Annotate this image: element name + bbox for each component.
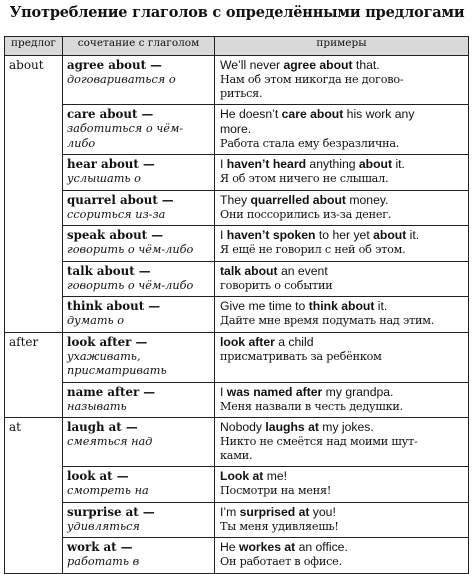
verb-phrase: quarrel about — xyxy=(67,192,174,207)
table-body xyxy=(5,56,469,574)
example-text: money. xyxy=(345,192,389,207)
header-prep: предлог xyxy=(5,37,63,56)
russian-translation: Никто не смеётся над моими шут- xyxy=(220,435,418,448)
russian-translation: Меня назвали в честь дедушки. xyxy=(220,399,404,413)
russian-translation: присматривать за ребёнком xyxy=(220,349,382,363)
example-text: They xyxy=(220,192,251,207)
example-text: anything xyxy=(306,157,359,171)
example-cell xyxy=(215,56,469,105)
verb-combination-cell xyxy=(63,297,215,333)
verb-translation: смотреть на xyxy=(67,484,149,497)
table-row xyxy=(5,190,469,226)
highlighted-phrase: was named after xyxy=(226,384,323,399)
russian-translation: Он работает в офисе. xyxy=(220,555,342,568)
verb-translation: ухаживать, xyxy=(67,349,141,363)
example-cell xyxy=(215,418,469,467)
verb-phrase: care about — xyxy=(67,107,154,121)
verb-phrase: look at — xyxy=(67,469,129,483)
preposition-cell xyxy=(5,538,63,574)
example-cell xyxy=(215,105,469,155)
example-text: He doesn’t xyxy=(220,107,282,121)
example-text: my jokes. xyxy=(318,420,374,434)
verb-translation: либо xyxy=(67,136,96,150)
example-cell xyxy=(215,502,469,538)
example-cell xyxy=(215,382,469,418)
english-example xyxy=(220,540,466,555)
table-row xyxy=(5,382,469,418)
verb-combination-cell xyxy=(63,332,215,382)
verb-phrase: think about — xyxy=(67,299,161,313)
verb-combination-cell xyxy=(63,467,215,503)
preposition-cell xyxy=(5,502,63,538)
table-row xyxy=(5,261,469,297)
example-cell xyxy=(215,261,469,297)
highlighted-phrase: surprised at xyxy=(239,504,310,519)
highlighted-phrase: agree about xyxy=(283,58,353,72)
example-text: Nobody xyxy=(220,420,266,434)
table-row xyxy=(5,226,469,262)
preposition-cell: about xyxy=(5,56,63,105)
english-example xyxy=(220,193,466,208)
example-text: an event xyxy=(277,263,328,278)
verb-phrase: agree about — xyxy=(67,58,162,72)
example-text: to her yet xyxy=(315,228,374,242)
russian-translation: риться. xyxy=(220,87,263,100)
example-text: We’ll never xyxy=(220,58,284,72)
preposition-cell xyxy=(5,297,63,333)
highlighted-phrase: haven’t spoken xyxy=(226,228,316,242)
highlighted-phrase: workes at xyxy=(238,540,296,554)
example-text: me! xyxy=(263,469,288,483)
english-example xyxy=(220,335,466,350)
example-text: more. xyxy=(220,122,252,136)
verb-phrase: laugh at — xyxy=(67,420,138,434)
verb-translation: думать о xyxy=(67,314,125,327)
verb-phrase: look after — xyxy=(67,334,148,349)
example-text: Give me time to xyxy=(220,299,309,313)
highlighted-phrase: look after xyxy=(220,334,275,349)
verb-translation: присматривать xyxy=(67,364,167,377)
table-row xyxy=(5,297,469,333)
table-row xyxy=(5,502,469,538)
verb-combination-cell xyxy=(63,155,215,191)
verb-phrase: name after — xyxy=(67,384,156,399)
verb-combination-cell xyxy=(63,105,215,155)
verb-combination-cell xyxy=(63,538,215,574)
header-examples: примеры xyxy=(215,37,469,56)
preposition-cell: after xyxy=(5,332,63,382)
verb-combination-cell xyxy=(63,502,215,538)
verb-phrase: hear about — xyxy=(67,157,155,171)
preposition-cell xyxy=(5,155,63,191)
verb-phrase: talk about — xyxy=(67,263,151,278)
verb-combination-cell xyxy=(63,418,215,467)
verb-translation: договариваться о xyxy=(67,73,176,86)
verb-combination-cell xyxy=(63,382,215,418)
header-row xyxy=(5,37,469,56)
preposition-cell xyxy=(5,382,63,418)
verbs-prepositions-table xyxy=(4,36,469,574)
example-text: his work any xyxy=(343,107,415,121)
example-cell xyxy=(215,538,469,574)
verb-phrase: work at — xyxy=(67,540,133,554)
example-cell xyxy=(215,226,469,262)
example-text: you! xyxy=(309,504,336,519)
english-example xyxy=(220,107,466,122)
english-example xyxy=(220,469,466,484)
russian-translation: ками. xyxy=(220,449,253,462)
example-text: I xyxy=(220,157,227,171)
russian-translation: Они поссорились из-за денег. xyxy=(220,207,392,221)
example-text: I xyxy=(220,228,227,242)
example-cell xyxy=(215,467,469,503)
preposition-cell xyxy=(5,105,63,155)
english-example xyxy=(220,505,466,520)
preposition-cell xyxy=(5,261,63,297)
highlighted-phrase: about xyxy=(373,228,407,242)
table-row xyxy=(5,418,469,467)
example-text: that. xyxy=(352,58,380,72)
english-example xyxy=(220,264,466,279)
verb-combination-cell xyxy=(63,190,215,226)
highlighted-phrase: care about xyxy=(281,107,344,121)
example-text: I’m xyxy=(220,504,240,519)
preposition-cell xyxy=(5,467,63,503)
highlighted-phrase: haven’t heard xyxy=(226,157,307,171)
english-example xyxy=(220,228,466,243)
verb-combination-cell xyxy=(63,56,215,105)
english-example xyxy=(220,157,466,172)
verb-translation: удивляться xyxy=(67,519,140,533)
header-combo: сочетание с глаголом xyxy=(63,37,215,56)
highlighted-phrase: think about xyxy=(308,299,375,313)
highlighted-phrase: Look at xyxy=(220,469,264,483)
verb-phrase: surprise at — xyxy=(67,504,155,519)
page-title: Употребление глаголов с определёнными предлогами xyxy=(9,4,465,21)
english-example xyxy=(220,299,466,314)
example-text: I xyxy=(220,384,227,399)
russian-translation: Посмотри на меня! xyxy=(220,484,332,497)
example-cell xyxy=(215,332,469,382)
english-example xyxy=(220,420,466,435)
verb-combination-cell xyxy=(63,226,215,262)
table-row xyxy=(5,155,469,191)
verb-translation: работать в xyxy=(67,555,140,568)
highlighted-phrase: quarrelled about xyxy=(250,192,346,207)
russian-translation: Я ещё не говорил с ней об этом. xyxy=(220,243,406,256)
table-row xyxy=(5,332,469,382)
verb-translation: заботиться о чём- xyxy=(67,122,184,135)
example-text: He xyxy=(220,540,239,554)
highlighted-phrase: laughs at xyxy=(265,420,319,434)
verb-phrase: speak about — xyxy=(67,228,164,242)
english-example xyxy=(220,58,466,73)
table-row xyxy=(5,105,469,155)
example-cell xyxy=(215,190,469,226)
russian-translation: говорить о событии xyxy=(220,278,333,292)
russian-translation: Работа стала ему безразлична. xyxy=(220,137,400,150)
verb-translation: услышать о xyxy=(67,172,141,185)
example-text: an office. xyxy=(295,540,348,554)
russian-translation: Я об этом ничего не слышал. xyxy=(220,172,389,185)
table-row xyxy=(5,467,469,503)
verb-translation: ссориться из-за xyxy=(67,207,166,221)
example-text: my grandpa. xyxy=(322,384,394,399)
example-text: a child xyxy=(274,334,314,349)
preposition-cell xyxy=(5,226,63,262)
verb-translation: смеяться над xyxy=(67,435,153,448)
example-cell xyxy=(215,155,469,191)
english-example xyxy=(220,385,466,400)
verb-translation: называть xyxy=(67,399,127,413)
russian-translation: Ты меня удивляешь! xyxy=(220,519,339,533)
highlighted-phrase: about xyxy=(358,157,393,171)
example-cell xyxy=(215,297,469,333)
example-text: it. xyxy=(392,157,405,171)
verb-translation: говорить о чём-либо xyxy=(67,278,194,292)
verb-combination-cell xyxy=(63,261,215,297)
example-text: it. xyxy=(374,299,388,313)
russian-translation: Нам об этом никогда не догово- xyxy=(220,73,404,86)
preposition-cell xyxy=(5,190,63,226)
example-text: it. xyxy=(406,228,420,242)
highlighted-phrase: talk about xyxy=(220,263,278,278)
russian-translation: Дайте мне время подумать над этим. xyxy=(220,314,435,327)
preposition-cell: at xyxy=(5,418,63,467)
english-example xyxy=(220,122,466,137)
verb-translation: говорить о чём-либо xyxy=(67,243,194,256)
table-row xyxy=(5,538,469,574)
table-row xyxy=(5,56,469,105)
